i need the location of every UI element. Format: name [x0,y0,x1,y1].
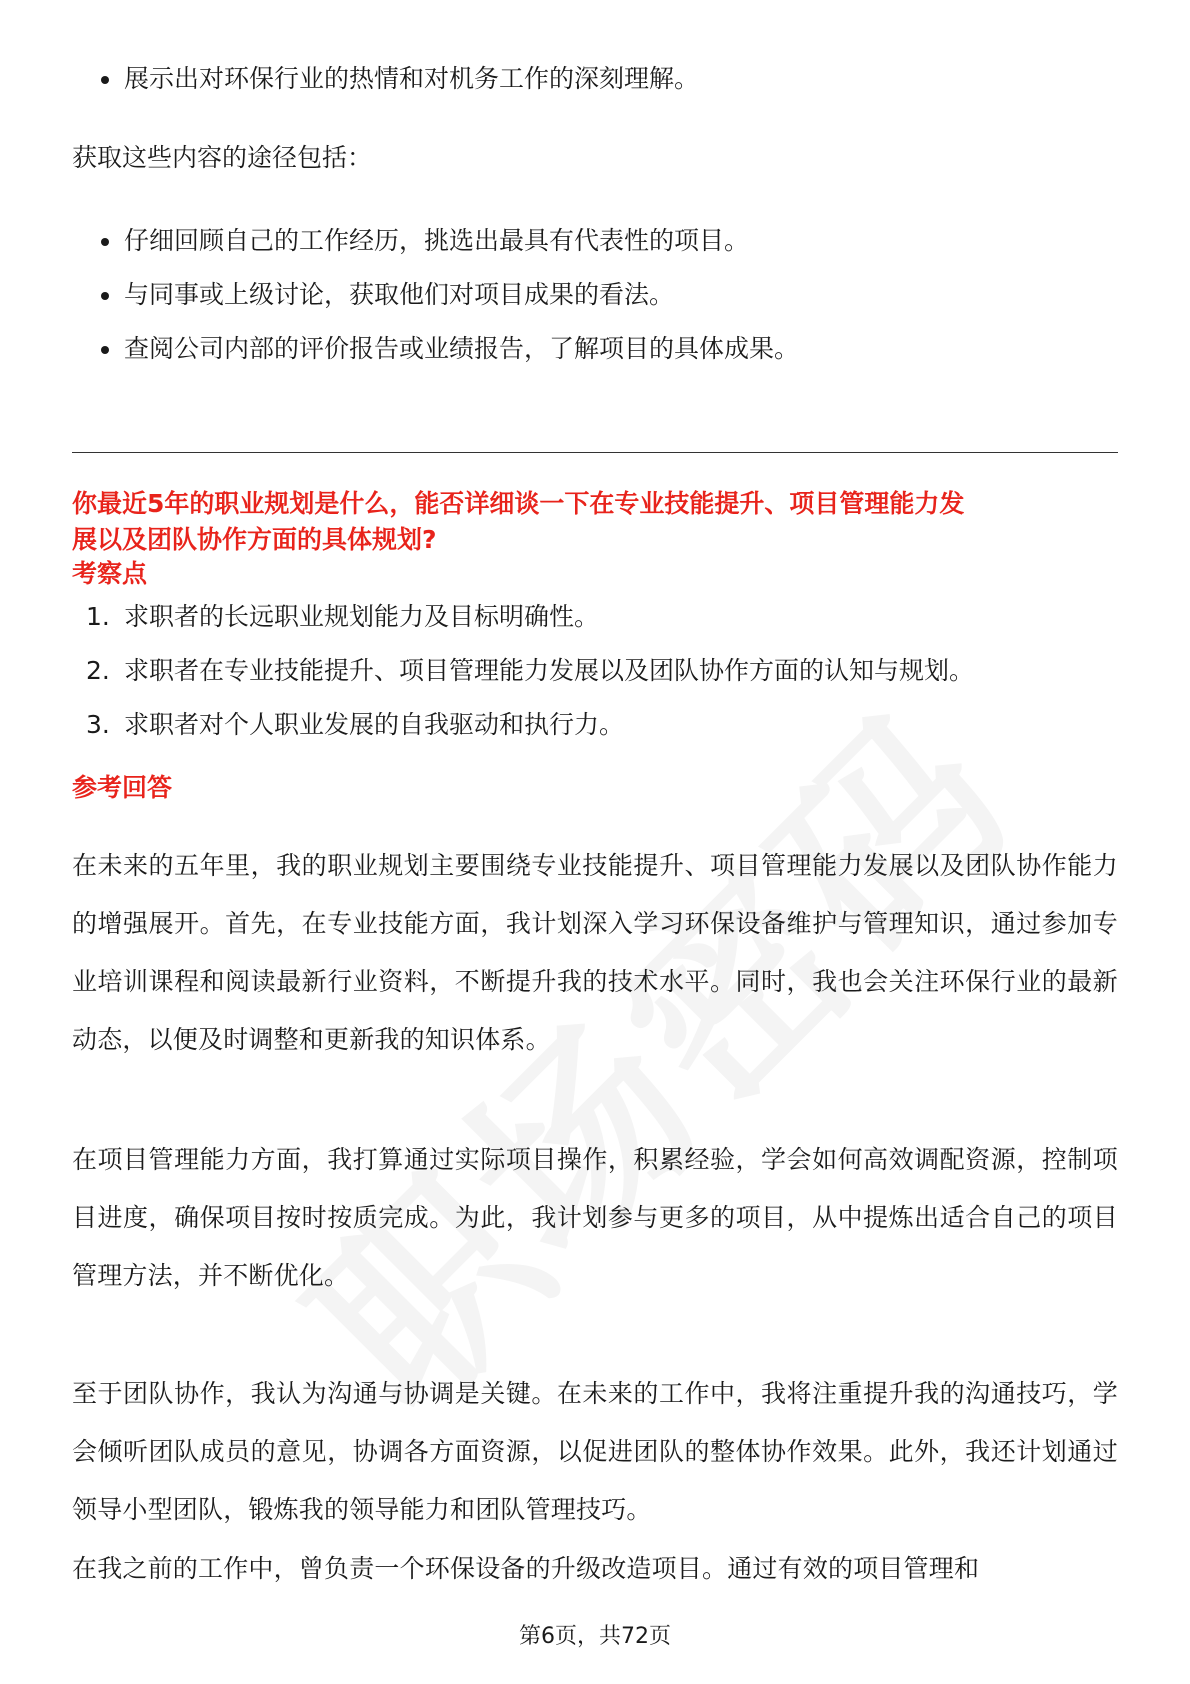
list-text: 求职者的长远职业规划能力及目标明确性。 [124,602,600,631]
examine-list [72,600,1118,742]
examine-title: 考察点 [72,559,148,588]
list-text: 求职者在专业技能提升、项目管理能力发展以及团队协作方面的认知与规划。 [124,656,975,685]
paragraph-text: 在我之前的工作中，曾负责一个环保设备的升级改造项目。通过有效的项目管理和 [72,1554,980,1583]
page-footer: 第6页，共72页 [519,1624,671,1649]
answer-paragraph [72,1365,1118,1539]
ways-bullet-list [72,224,1118,366]
list-number: 1. [86,602,110,631]
answer-paragraph [72,1131,1118,1305]
list-item: 查阅公司内部的评价报告或业绩报告，了解项目的具体成果。 [72,332,1118,366]
answer-section-title [72,771,1118,805]
list-item: 展示出对环保行业的热情和对机务工作的深刻理解。 [72,62,1118,96]
section-divider [72,452,1118,453]
paragraph-text: 在项目管理能力方面，我打算通过实际项目操作，积累经验，学会如何高效调配资源，控制项目进度，确保项目按时按质完成。为此，我计划参与更多的项目，从中提炼出适合自己的项目管理方法，并不断优化。 [72,1145,1118,1290]
ways-intro [72,141,1118,175]
paragraph-text: 在未来的五年里，我的职业规划主要围绕专业技能提升、项目管理能力发展以及团队协作能力的增强展开。首先，在专业技能方面，我计划深入学习环保设备维护与管理知识，通过参加专业培训课程和阅读最新行业资料，不断提升我的技术水平。同时，我也会关注环保行业的最新动态，以便及时调整和更新我的知识体系。 [72,851,1118,1054]
question-line: 你最近5年的职业规划是什么，能否详细谈一下在专业技能提升、项目管理能力发 [72,489,965,518]
list-item [72,708,1118,742]
list-number: 3. [86,710,110,739]
ways-intro-text: 获取这些内容的途径包括： [72,143,373,172]
answer-paragraph [72,837,1118,1069]
list-item [72,654,1118,688]
list-item [72,600,1118,634]
top-bullet-list [72,62,1118,96]
list-item: 与同事或上级讨论，获取他们对项目成果的看法。 [72,278,1118,312]
question-line: 展以及团队协作方面的具体规划? [72,525,437,554]
list-item: 仔细回顾自己的工作经历，挑选出最具有代表性的项目。 [72,224,1118,258]
paragraph-text: 至于团队协作，我认为沟通与协调是关键。在未来的工作中，我将注重提升我的沟通技巧，学会倾听团队成员的意见，协调各方面资源，以促进团队的整体协作效果。此外，我还计划通过领导小型团队，锻炼我的领导能力和团队管理技巧。 [72,1379,1118,1524]
question-heading [72,486,1118,558]
list-number: 2. [86,656,110,685]
list-text: 求职者对个人职业发展的自我驱动和执行力。 [124,710,625,739]
answer-title: 参考回答 [72,773,173,802]
examine-section-title [72,557,1118,591]
answer-paragraph [72,1540,1118,1598]
